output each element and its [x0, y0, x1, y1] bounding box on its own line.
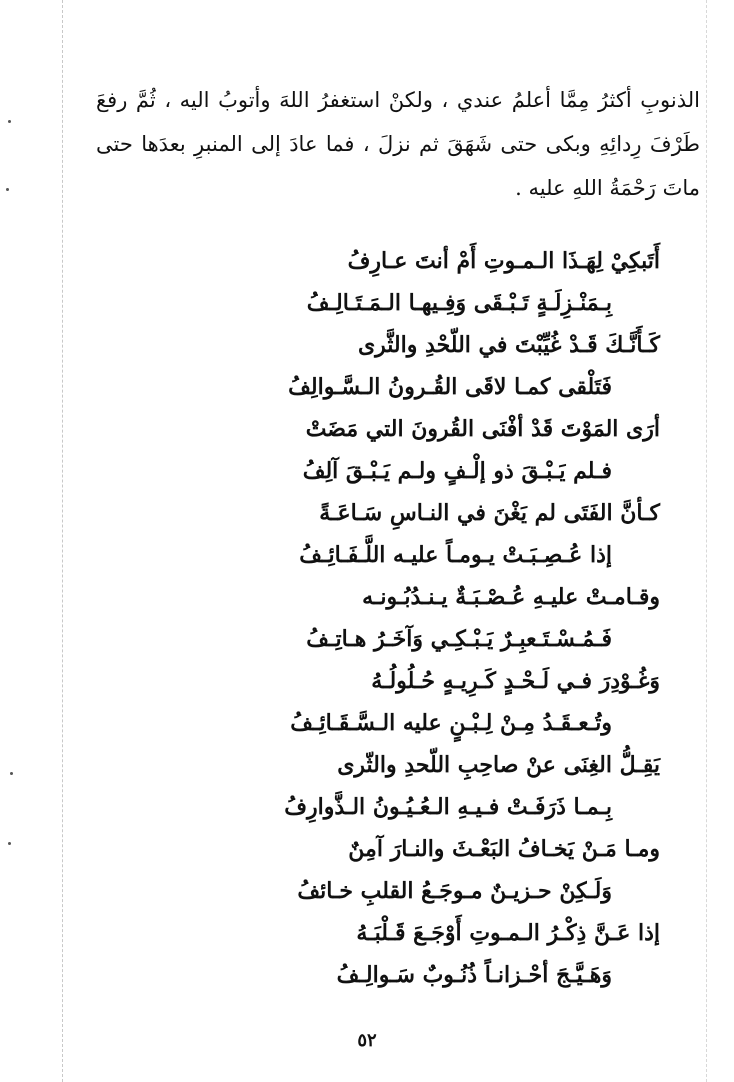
verse-line: وَغُـوْدِرَ فـي لَـحْـدٍ كَـرِيـهٍ حُـلُولُـهُ: [371, 668, 660, 694]
prose-line: الذنوبِ أكثرُ مِمَّا أعلمُ عندي ، ولكنْ استغفرُ اللهَ وأتوبُ اليه ، ثُمَّ رفعَ: [96, 88, 700, 112]
prose-line: ماتَ رَحْمَةُ اللهِ عليه .: [515, 176, 700, 200]
prose-line: طَرْفَ رِدائِهِ وبكى حتى شَهَقَ ثم نزلَ ، فما عادَ إلى المنبرِ بعدَها حتى: [96, 132, 700, 156]
verse-line: كَـأَنَّـكَ قَـدْ غُيِّبْتَ في اللّحْدِ والثَّرى: [357, 332, 660, 358]
verse-line: فَتَلْقى كمـا لاقَى القُـرونُ الـسَّـوالِفُ: [288, 374, 612, 400]
verse-line: يَقِـلُّ الغِنَى عنْ صاحِبِ اللّحدِ والثّرى: [337, 752, 660, 778]
verse-line: وقـامـتْ عليـهِ عُـصْـبَـةٌ يـنـدُبُـونـه: [362, 584, 660, 610]
verse-line: أرَى المَوْتَ قَدْ أفْنَى القُرونَ التي مَضَتْ: [305, 416, 660, 442]
verse-line: فـلم يَـبْـقَ ذو إلْـفٍ ولـم يَـبْـقَ آلِفُ: [302, 458, 612, 484]
scan-fold-line: [62, 0, 63, 1082]
verse-line: كـأنَّ الفَتَى لم يَغْنَ في النـاسِ سَـاعَـةً: [319, 500, 660, 526]
scan-speck: [10, 772, 13, 775]
scan-speck: [8, 842, 11, 845]
verse-line: إذا عُـصِـبَـتْ يـومـاً عليـه اللَّـفَـائِـفُ: [299, 542, 612, 568]
poem: [120, 240, 660, 996]
verse-line: وتُـعـقَـدُ مِـنْ لِـبْـنٍ عليه الـسَّـقَـائِـفُ: [290, 710, 612, 736]
verse-line: فَـمُـسْـتَـعبِـرٌ يَـبْـكِـي وَآخَـرُ هـاتِـفُ: [306, 626, 612, 652]
verse-line: بِـمـا ذَرَفَـتْ فـيـهِ الـعُـيُـونُ الـذَّوارِفُ: [284, 794, 612, 820]
verse-line: وَلَـكِنْ حـزيـنٌ مـوجَـعُ القلبِ خـائفُ: [297, 878, 612, 904]
verse-line: وَهَـيَّـجَ أحْـزانـاً ذُنُـوبٌ سَـوالِـفُ: [336, 962, 612, 988]
page-number: ٥٢: [357, 1030, 377, 1051]
prose-paragraph: [96, 78, 700, 210]
verse-line: إذا عَـنَّ ذِكْـرُ الـمـوتِ أَوْجَـعَ قَـلْبَـهُ: [356, 920, 660, 946]
scan-edge-line: [706, 0, 707, 1082]
scan-speck: [8, 120, 11, 123]
scan-speck: [6, 188, 9, 191]
verse-line: بِـمَنْـزِلَـةٍ تَـبْـقَى وَفِـيهـا الـمَـتَـالِـفُ: [306, 290, 612, 316]
verse-line: ومـا مَـنْ يَخـافُ البَعْـثَ والنـارَ آمِنٌ: [348, 836, 660, 862]
verse-line: أَتَبكِيْ لِهَـذَا الـمـوتِ أَمْ أنتَ عـارِفُ: [347, 248, 660, 274]
